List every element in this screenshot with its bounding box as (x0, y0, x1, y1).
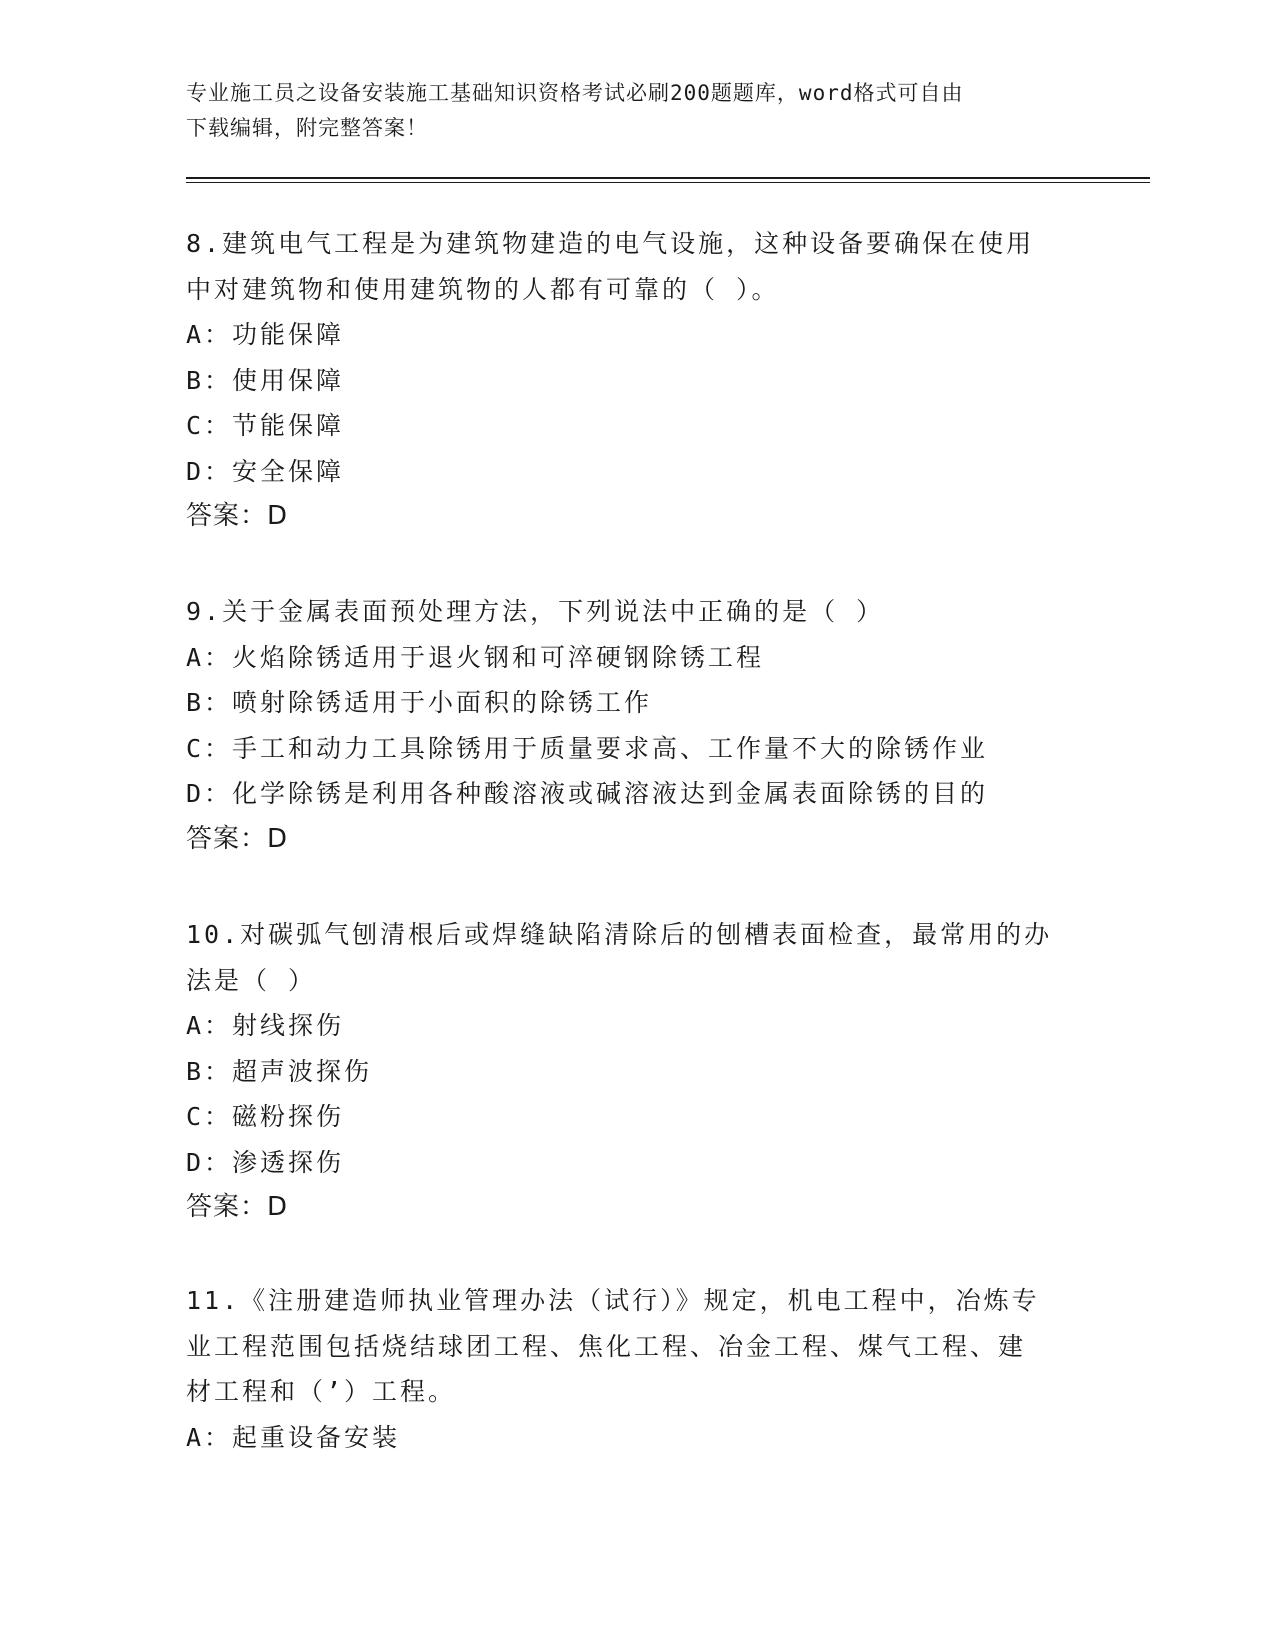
question-stem-line: 11.《注册建造师执业管理办法（试行）》规定，机电工程中，冶炼专 (186, 1286, 1040, 1315)
answer: 答案：D (186, 823, 289, 854)
question-stem-line: 材工程和（’）工程。 (186, 1377, 457, 1406)
document-header (186, 76, 1066, 146)
option-b: B：喷射除锈适用于小面积的除锈工作 (186, 688, 653, 717)
header-divider-thick (186, 177, 1150, 179)
option-c: C：节能保障 (186, 411, 345, 440)
question-stem-line: 中对建筑物和使用建筑物的人都有可靠的（ ）。 (186, 274, 780, 304)
option-a: A：功能保障 (186, 320, 345, 349)
header-line-2: 下载编辑，附完整答案！ (186, 116, 428, 140)
option-d: D：化学除锈是利用各种酸溶液或碱溶液达到金属表面除锈的目的 (186, 779, 989, 808)
question-block (186, 221, 1086, 540)
option-a: A：火焰除锈适用于退火钢和可淬硬钢除锈工程 (186, 642, 765, 672)
option-c: C：手工和动力工具除锈用于质量要求高、工作量不大的除锈作业 (186, 733, 989, 763)
option-b: B：超声波探伤 (186, 1056, 373, 1086)
question-stem-line: 业工程范围包括烧结球团工程、焦化工程、冶金工程、煤气工程、建 (186, 1331, 1027, 1361)
question-stem-line: 8.建筑电气工程是为建筑物建造的电气设施，这种设备要确保在使用 (186, 229, 1035, 258)
question-stem-line: 9.关于金属表面预处理方法，下列说法中正确的是（ ） (186, 597, 885, 626)
option-c: C：磁粉探伤 (186, 1102, 345, 1131)
question-block (186, 1278, 1086, 1460)
option-a: A：起重设备安装 (186, 1422, 401, 1452)
question-block (186, 912, 1086, 1231)
option-d: D：安全保障 (186, 456, 345, 486)
question-block (186, 589, 1086, 862)
option-a: A：射线探伤 (186, 1011, 345, 1040)
answer: 答案：D (186, 501, 289, 531)
option-d: D：渗透探伤 (186, 1147, 345, 1177)
header-divider-thin (186, 182, 1150, 183)
header-line-1: 专业施工员之设备安装施工基础知识资格考试必刷200题题库，word格式可自由 (186, 81, 964, 105)
option-b: B：使用保障 (186, 365, 345, 395)
question-stem-line: 法是（ ） (186, 965, 317, 995)
question-stem-line: 10.对碳弧气刨清根后或焊缝缺陷清除后的刨槽表面检查，最常用的办 (186, 920, 1053, 949)
answer: 答案：D (186, 1192, 289, 1222)
